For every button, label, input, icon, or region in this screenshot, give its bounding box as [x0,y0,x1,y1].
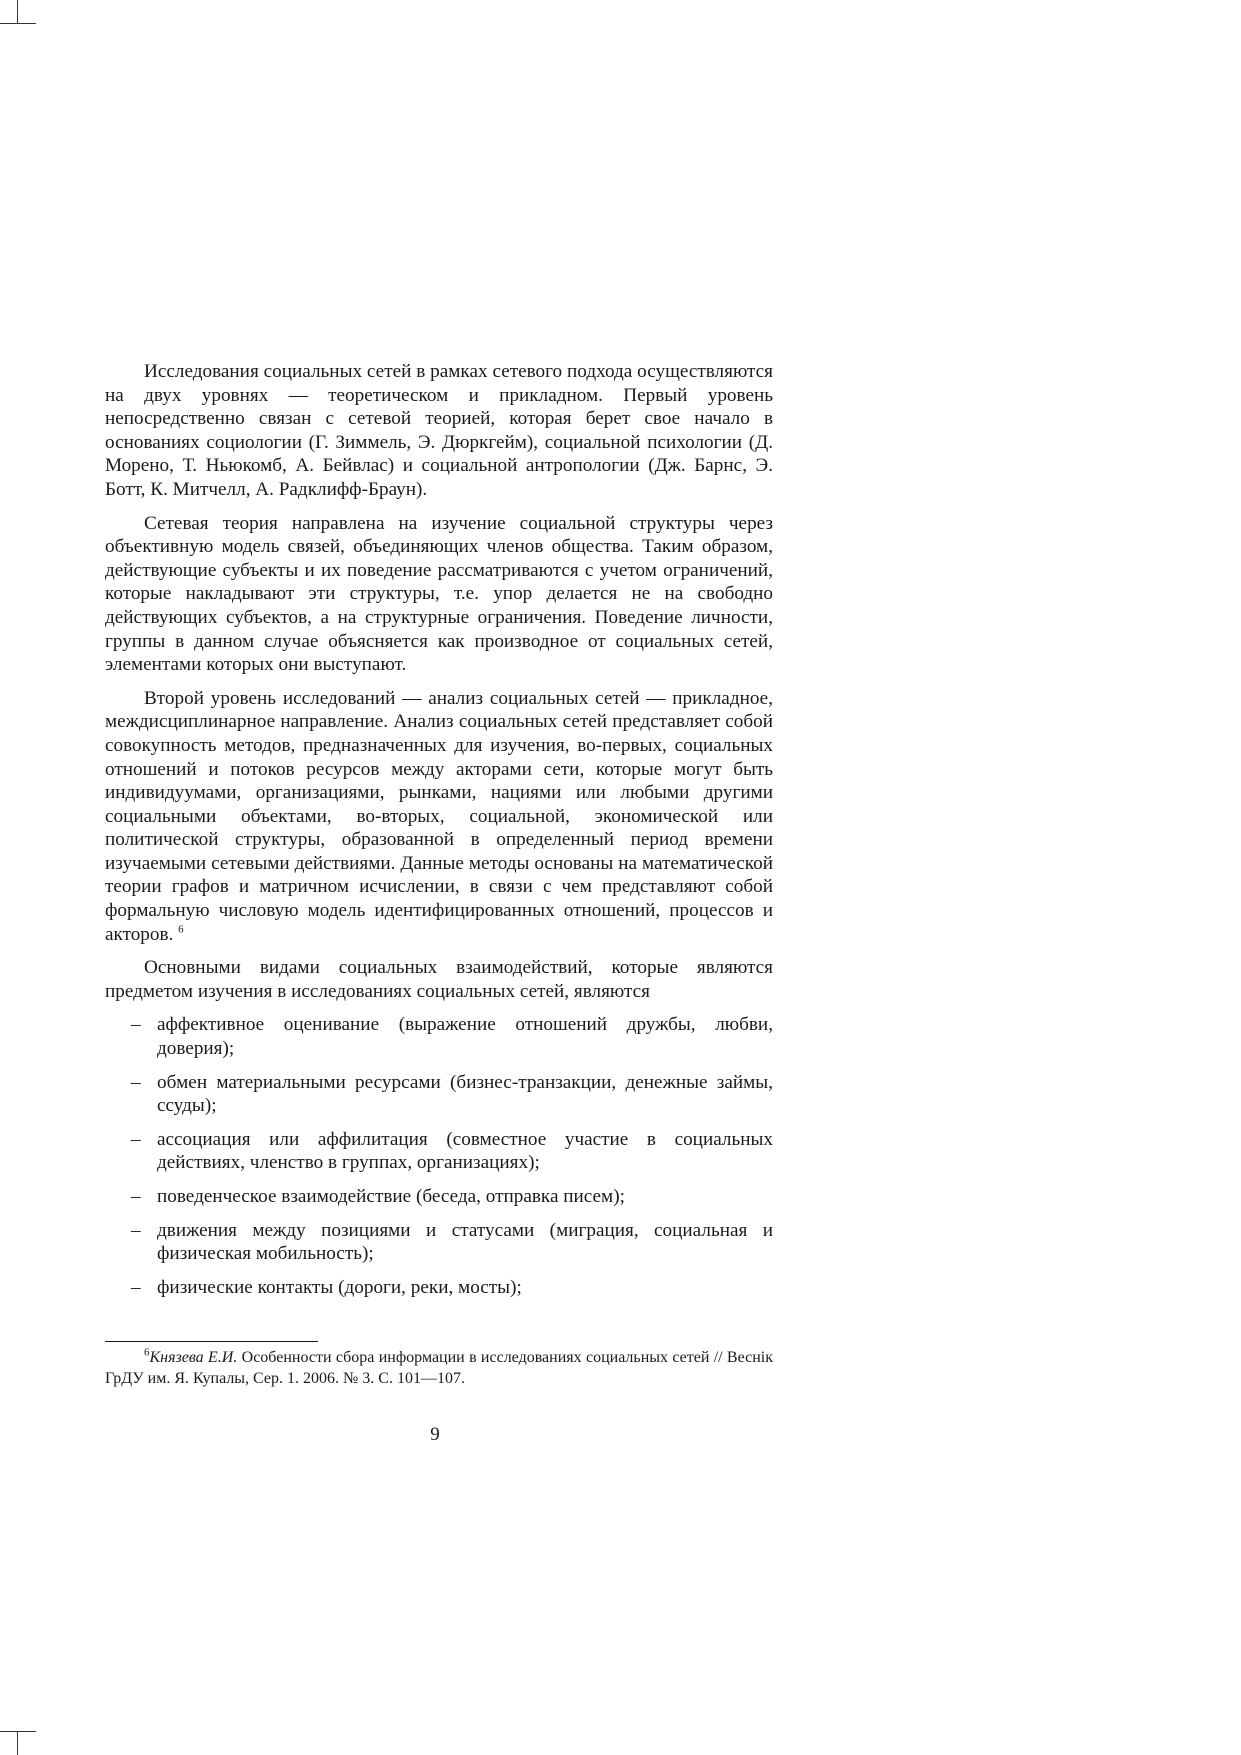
footnote-author: Князева Е.И. [149,1349,238,1366]
page-body [105,360,773,1309]
paragraph-1: Исследования социальных сетей в рамках сетевого подхода осуществляются на двух уровнях — теоретическом и прикладном. Первый уровень непосредственно связан с сетевой теорией, которая берет свое начало в основаниях социологии (Г. Зиммель, Э. Дюркгейм), социальной психологии (Д. Морено, Т. Ньюкомб, А. Бейвлас) и социальной антропологии (Дж. Барнс, Э. Ботт, К. Митчелл, А. Радклифф-Браун). [105,361,773,500]
interaction-types-list [105,1013,773,1299]
page-number: 9 [430,1424,440,1445]
dash-marker: – [131,1186,141,1207]
crop-mark-top-left-vertical [17,0,18,24]
crop-mark-top-left-horizontal [0,23,36,24]
crop-mark-bottom-left-horizontal [0,1731,36,1732]
footnote-separator [105,1341,318,1342]
dash-marker: – [131,1128,141,1150]
dash-marker: – [131,1219,141,1241]
crop-mark-bottom-left-vertical [17,1731,18,1755]
dash-marker: – [131,1276,141,1298]
dash-marker: – [131,1014,141,1036]
paragraph-3: Второй уровень исследований — анализ социальных сетей — прикладное, междисциплинарное направление. Анализ социальных сетей представляет собой совокупность методов, предназначенных для изучения, во-первых, социальных отношений и потоков ресурсов между акторами сети, которые могут быть индивидуумами, организациями, рынками, нациями или любыми другими социальными объектами, во-вторых, социальной, экономической или политической структуры, образованной в определенный период времени изучаемыми сетевыми действиями. Данные методы основаны на математической теории графов и матричном исчислении, в связи с чем представляют собой формальную числовую модель идентифицированных отношений, процессов и акторов. $^6$ [105,687,773,945]
paragraph-2: Сетевая теория направлена на изучение социальной структуры через объективную модель связей, объединяющих членов общества. Таким образом, действующие субъекты и их поведение рассматриваются с учетом ограничений, которые накладывают эти структуры, т.е. упор делается не на свободно действующих субъектов, а на структурные ограничения. Поведение личности, группы в данном случае объясняется как производное от социальных сетей, элементами которых они выступают. [105,512,773,676]
list-item: – движения между позициями и статусами (миграция, социальная и физическая мобильность); [131,1219,773,1265]
list-item: – обмен материальными ресурсами (бизнес-транзакции, денежные займы, ссуды); [131,1071,773,1117]
footnote-mark: 6 [144,1346,150,1359]
footnote-text: Особенности сбора информации в исследованиях социальных сетей // Веснік ГрДУ им. Я. Купалы, Сер. 1. 2006. № 3. С. 101—107. [105,1349,773,1387]
list-item: – аффективное оценивание (выражение отношений дружбы, любви, доверия); [131,1014,773,1060]
footnote [105,1347,773,1389]
dash-marker: – [131,1071,141,1093]
list-item: – физические контакты (дороги, реки, мосты); [131,1276,522,1298]
list-item: – ассоциация или аффилитация (совместное участие в социальных действиях, членство в группах, организациях); [131,1128,773,1174]
footnote-reference: 6 [178,923,184,936]
list-item: – поведенческое взаимодействие (беседа, отправка писем); [131,1186,625,1207]
paragraph-4: Основными видами социальных взаимодействий, которые являются предметом изучения в исследованиях социальных сетей, являются [105,957,773,1002]
